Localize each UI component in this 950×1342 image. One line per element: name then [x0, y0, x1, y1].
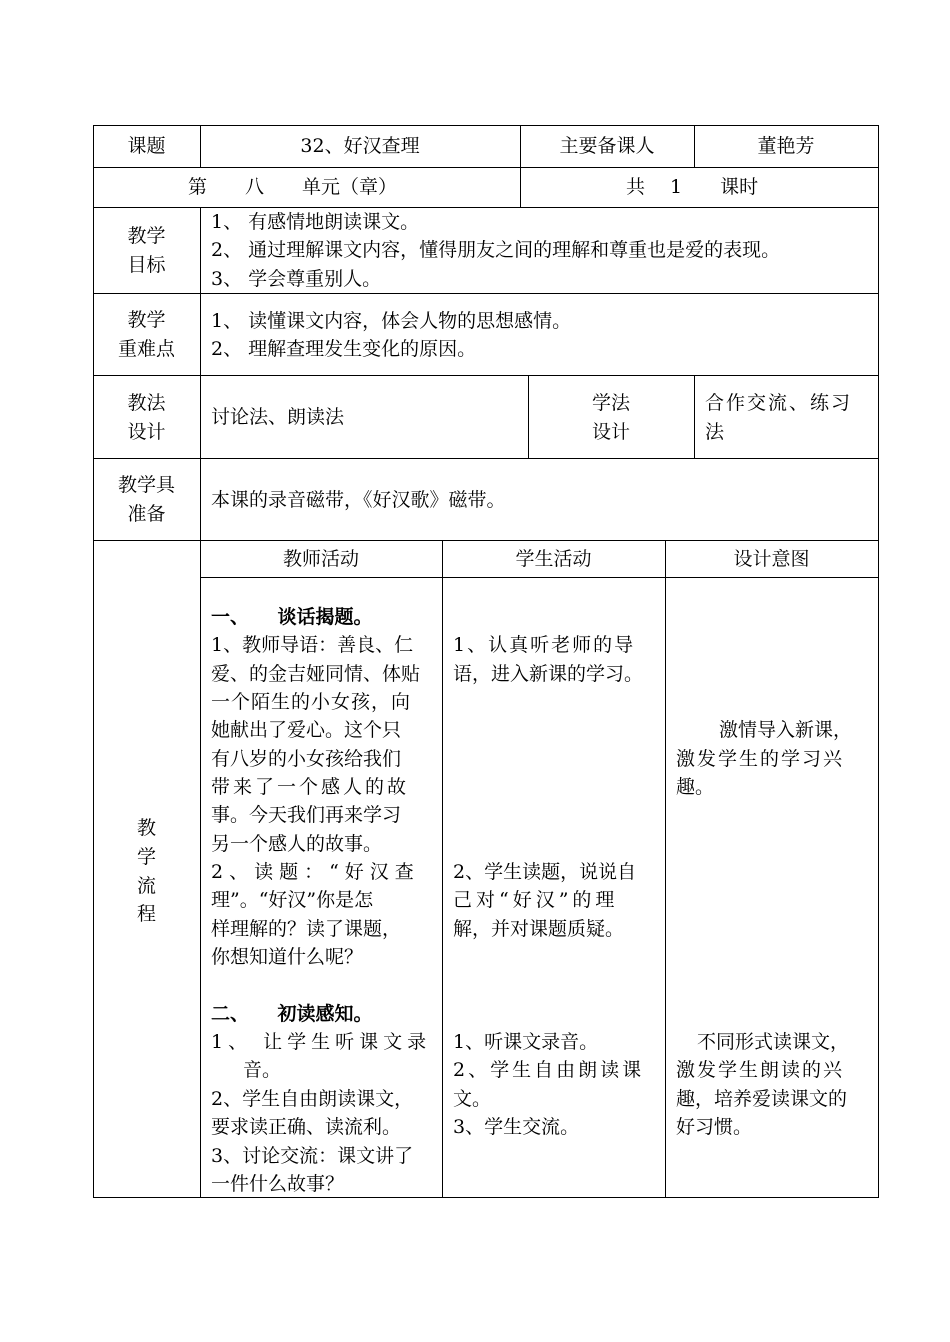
intent-line: 激发学生的学习兴 [676, 748, 845, 770]
teacher-line: 带来了一个感人的故 [211, 776, 410, 798]
difficulties-label-line1: 教学 [127, 309, 166, 331]
student-line: 语，进入新课的学习。 [453, 663, 644, 685]
teacher-line: 你想知道什么呢？ [211, 946, 364, 968]
preparer-label: 主要备课人 [559, 135, 655, 157]
teacher-line: 一件什么故事？ [211, 1173, 345, 1195]
student-line: 3、学生交流。 [453, 1116, 580, 1138]
goals-label-line1: 教学 [127, 225, 166, 247]
preparer-name: 董艳芳 [757, 135, 815, 157]
hours-text: 共 1 课时 [626, 176, 759, 198]
student-line: 文。 [453, 1088, 492, 1110]
teacher-line: 理”。“好汉”你是怎 [211, 889, 374, 911]
goals-label-line2: 目标 [127, 254, 166, 276]
student-line: 2、学生自由朗读课 [453, 1059, 645, 1081]
teacher-section-heading: 二、 初读感知。 [211, 1003, 373, 1025]
teacher-line: 2、学生自由朗读课文， [211, 1088, 414, 1110]
process-divider [665, 540, 666, 1198]
process-header-divider [200, 577, 879, 578]
student-line: 1、认真听老师的导 [453, 634, 636, 656]
row-divider [93, 540, 879, 541]
intent-line: 好习惯。 [676, 1116, 753, 1138]
teaching-method: 讨论法、朗读法 [211, 406, 345, 428]
intent-line: 趣，培养爱读课文的 [676, 1088, 848, 1110]
teacher-line: 1、 让学生听课文录 [211, 1031, 432, 1053]
teacher-line: 另一个感人的故事。 [211, 833, 383, 855]
process-label-char: 教 [136, 817, 156, 839]
goal-item: 1、 有感情地朗读课文。 [211, 211, 420, 233]
tools-label-line2: 准备 [127, 503, 166, 525]
tools-content: 本课的录音磁带，《好汉歌》磁带。 [211, 489, 506, 511]
teacher-line: 样理解的？读了课题， [211, 918, 402, 940]
student-line: 解，并对课题质疑。 [453, 918, 625, 940]
teacher-line: 要求读正确、读流利。 [211, 1116, 402, 1138]
teacher-line: 她献出了爱心。这个只 [211, 719, 402, 741]
goal-item: 2、 通过理解课文内容，懂得朋友之间的理解和尊重也是爱的表现。 [211, 239, 781, 261]
header-design-intent: 设计意图 [733, 548, 810, 570]
process-divider [442, 540, 443, 1198]
process-label-char: 程 [136, 903, 156, 925]
table-border-left [93, 125, 94, 1198]
difficulty-item: 1、 读懂课文内容，体会人物的思想感情。 [211, 310, 572, 332]
process-label-char: 学 [136, 846, 156, 868]
student-line: 1、听课文录音。 [453, 1031, 599, 1053]
methods-divider [694, 375, 695, 458]
row-divider [93, 293, 879, 294]
table-border-right [878, 125, 879, 1198]
goal-item: 3、 学会尊重别人。 [211, 268, 382, 290]
methods-label-line2: 设计 [127, 421, 166, 443]
unit-text: 第 八 单元（章） [188, 176, 398, 198]
row-divider [93, 167, 879, 168]
teacher-line: 音。 [243, 1059, 282, 1081]
teacher-section-heading: 一、 谈话揭题。 [211, 606, 373, 628]
intent-line: 激发学生朗读的兴 [676, 1059, 845, 1081]
tools-label-line1: 教学具 [117, 474, 175, 496]
teacher-line: 1、教师导语：善良、仁 [211, 634, 414, 656]
label-column-divider [200, 207, 201, 1198]
course-title: 32、好汉查理 [300, 135, 420, 157]
teacher-line: 事。今天我们再来学习 [211, 804, 402, 826]
study-label-line2: 设计 [591, 421, 630, 443]
teacher-line: 3、讨论交流：课文讲了 [211, 1145, 414, 1167]
difficulties-label-line2: 重难点 [117, 338, 175, 360]
teacher-line: 有八岁的小女孩给我们 [211, 748, 402, 770]
study-method-line1: 合作交流、练习 [705, 392, 853, 414]
process-label-char: 流 [136, 875, 156, 897]
header-student-activity: 学生活动 [515, 548, 592, 570]
methods-label-line1: 教法 [127, 392, 166, 414]
study-method-line2: 法 [705, 421, 725, 443]
teacher-line: 爱、的金吉娅同情、体贴 [211, 663, 421, 685]
course-label: 课题 [127, 135, 166, 157]
intent-line: 不同形式读课文， [697, 1031, 850, 1053]
row-divider [93, 375, 879, 376]
table-border-top [93, 125, 879, 126]
study-label-line1: 学法 [591, 392, 630, 414]
row-divider [93, 458, 879, 459]
intent-line: 激情导入新课， [719, 719, 853, 741]
student-line: 2、学生读题，说说自 [453, 861, 637, 883]
teacher-line: 2、读题：“好汉查 [211, 861, 420, 883]
header-teacher-activity: 教师活动 [282, 548, 359, 570]
teacher-line: 一个陌生的小女孩，向 [211, 691, 412, 713]
student-line: 己对“好汉”的理 [453, 889, 619, 911]
difficulty-item: 2、 理解查理发生变化的原因。 [211, 338, 477, 360]
intent-line: 趣。 [676, 776, 715, 798]
